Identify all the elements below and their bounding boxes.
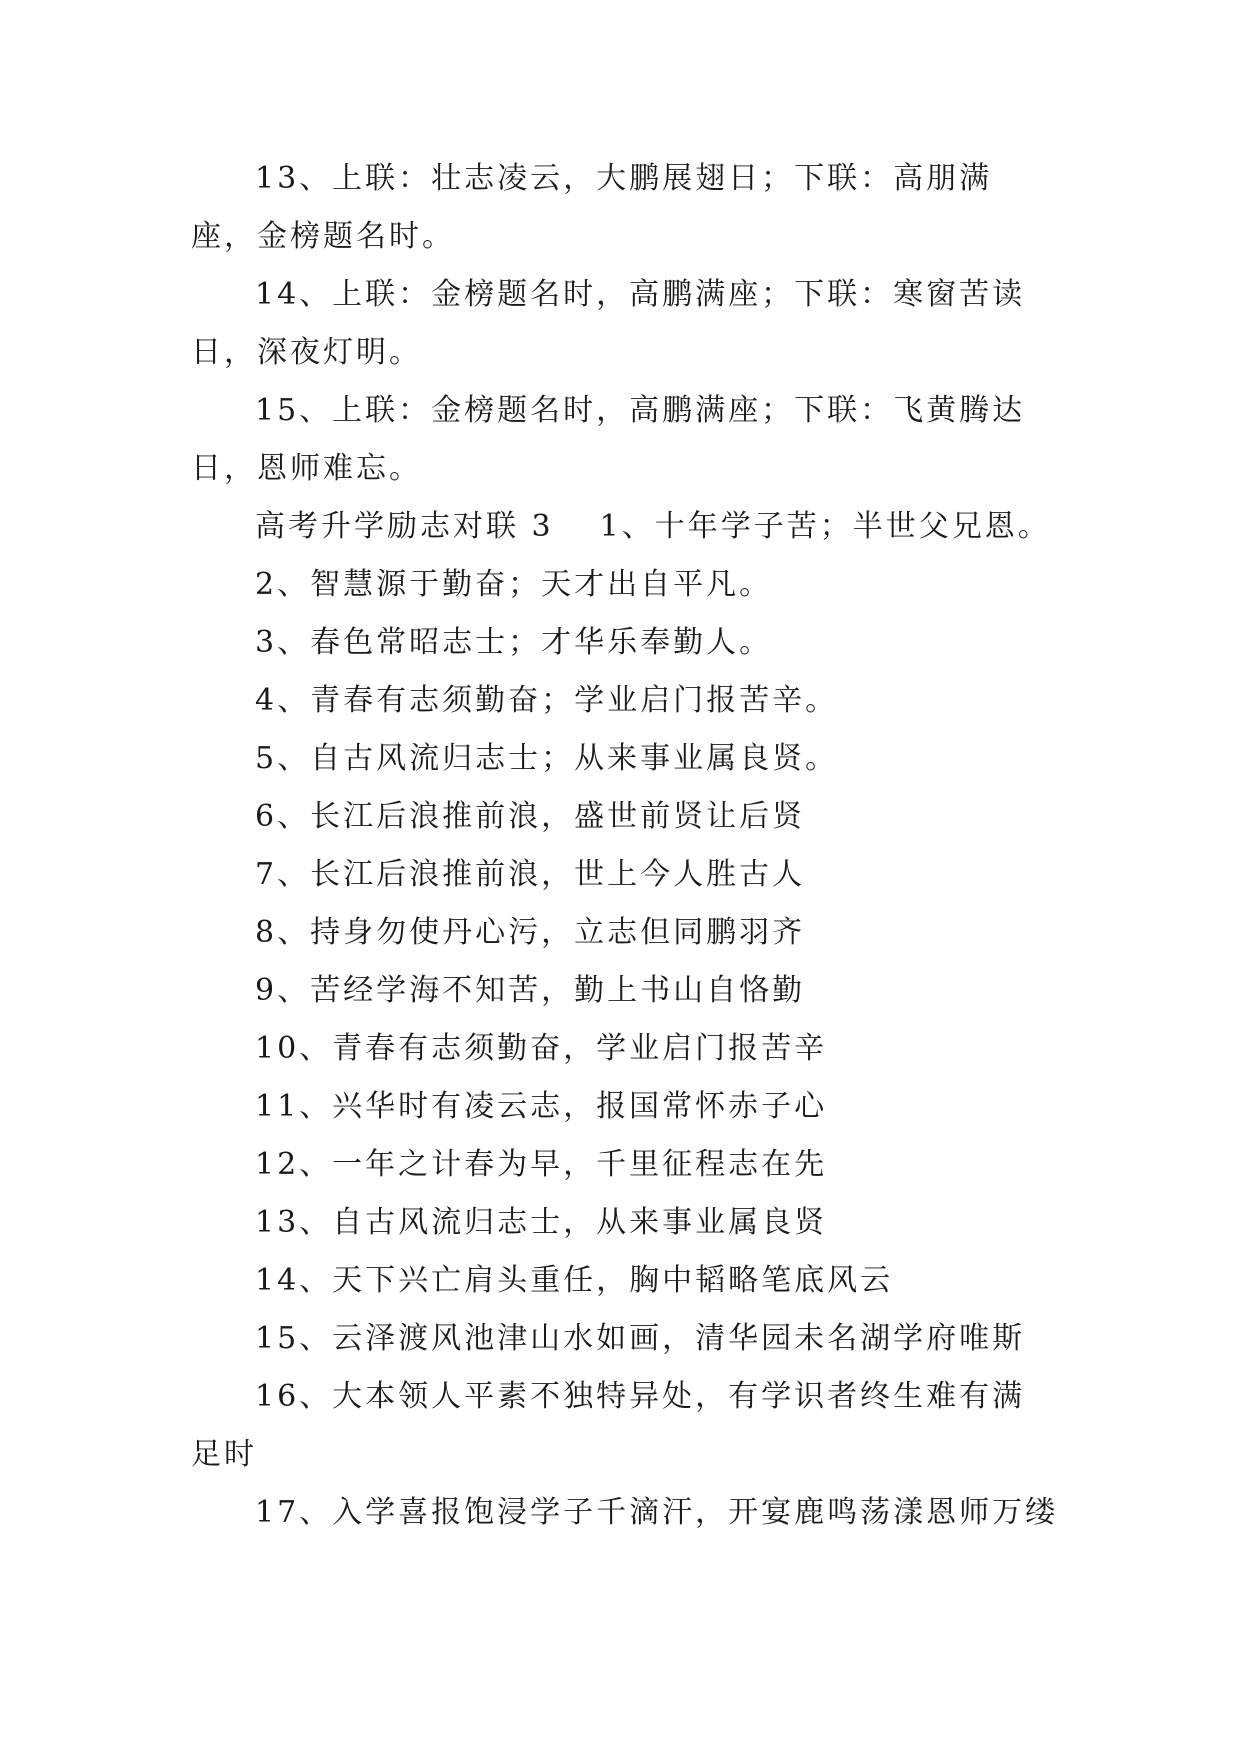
couplet-item-17: 17、入学喜报饱浸学子千滴汗，开宴鹿鸣荡漾恩师万缕	[255, 1495, 1059, 1530]
couplet-item-4: 4、青春有志须勤奋；学业启门报苦辛。	[255, 683, 839, 718]
couplet-item-10: 10、青春有志须勤奋，学业启门报苦辛	[255, 1031, 828, 1066]
couplet-item-3: 3、春色常昭志士；才华乐奉勤人。	[255, 625, 773, 660]
couplet-item-11: 11、兴华时有凌云志，报国常怀赤子心	[255, 1089, 828, 1124]
couplet-item-16: 16、大本领人平素不独特异处，有学识者终生难有满足时	[191, 1379, 1026, 1472]
couplet-item-13: 13、自古风流归志士，从来事业属良贤	[255, 1205, 828, 1240]
couplet-item-14: 14、天下兴亡肩头重任，胸中韬略笔底风云	[255, 1263, 894, 1298]
section-title: 高考升学励志对联 3	[255, 509, 554, 544]
couplet-item-9: 9、苦经学海不知苦，勤上书山自恪勤	[255, 973, 806, 1008]
couplet-item-6: 6、长江后浪推前浪，盛世前贤让后贤	[255, 799, 806, 834]
couplet-item-12: 12、一年之计春为早，千里征程志在先	[255, 1147, 828, 1182]
couplet-item-7: 7、长江后浪推前浪，世上今人胜古人	[255, 857, 806, 892]
section-first-item: 1、十年学子苦；半世父兄恩。	[599, 509, 1051, 544]
couplet-paragraph-13: 13、上联：壮志凌云，大鹏展翅日；下联：高朋满座，金榜题名时。	[191, 161, 993, 254]
couplet-paragraph-15: 15、上联：金榜题名时，高鹏满座；下联：飞黄腾达日，恩师难忘。	[191, 393, 1026, 486]
couplet-paragraph-14: 14、上联：金榜题名时，高鹏满座；下联：寒窗苦读日，深夜灯明。	[191, 277, 1026, 370]
couplet-item-5: 5、自古风流归志士；从来事业属良贤。	[255, 741, 839, 776]
couplet-item-15: 15、云泽渡风池津山水如画，清华园未名湖学府唯斯	[255, 1321, 1026, 1356]
couplet-item-8: 8、持身勿使丹心污，立志但同鹏羽齐	[255, 915, 806, 950]
document-page	[191, 150, 1059, 1542]
section-heading-line	[191, 498, 1051, 556]
couplet-item-2: 2、智慧源于勤奋；天才出自平凡。	[255, 567, 773, 602]
